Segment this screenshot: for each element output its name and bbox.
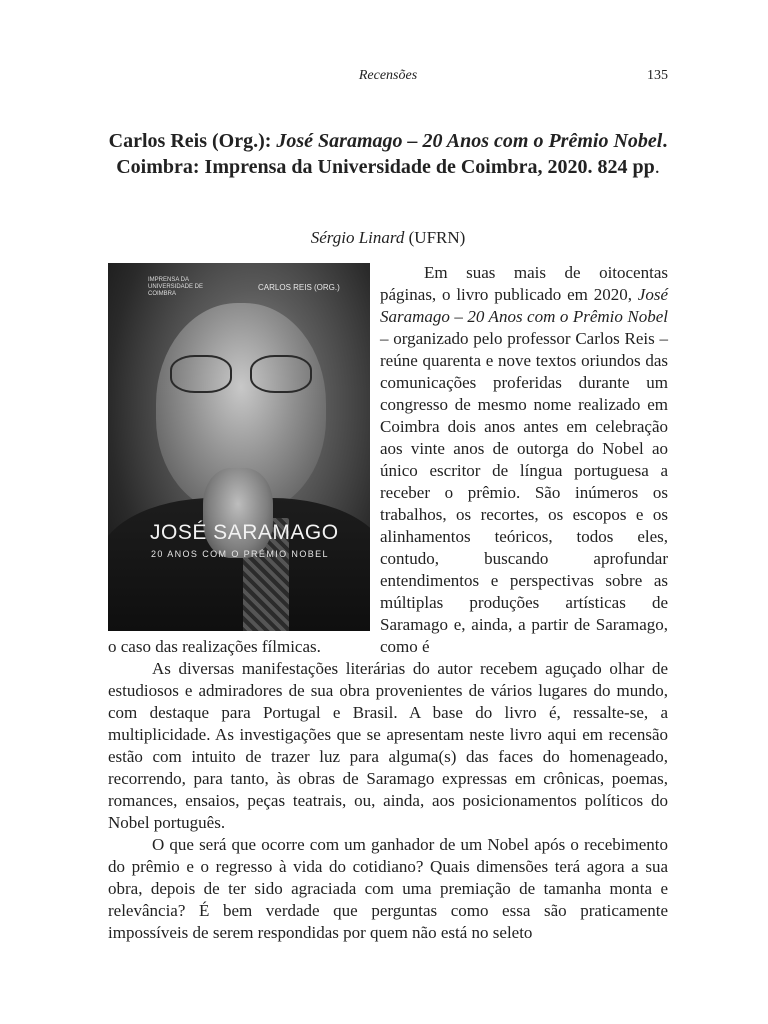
review-title bbox=[108, 128, 668, 180]
review-book-title: José Saramago – 20 Anos com o Prêmio Nobel bbox=[276, 130, 663, 152]
intro-paragraph-tail: o caso das realizações fílmicas. bbox=[108, 637, 321, 656]
cover-portrait-glasses bbox=[166, 355, 316, 395]
intro-paragraph bbox=[380, 262, 668, 658]
intro-after: – organizado pelo professor Carlos Reis – reúne quarenta e nove textos oriundos das comunicações proferidas durante um congresso de mesmo nome realizado em Coimbra dois anos antes em celebração aos vinte anos de outorga do Nobel ao único escritor de língua portuguesa a receber o prêmio. São inúmeros os trabalhos, os recortes, os escopos e os alinhamentos teóricos, todos eles, contudo, buscando aprofundar entendimentos e perspectivas sobre as múltiplas produções artísticas de Saramago e, ainda, a partir de Saramago, como é bbox=[380, 329, 668, 656]
intro-book-title: José Saramago – 20 Anos com o Prêmio Nobel bbox=[380, 285, 668, 326]
book-cover-image bbox=[108, 263, 370, 631]
running-head bbox=[108, 68, 668, 88]
cover-subtitle: 20 ANOS COM O PRÉMIO NOBEL bbox=[151, 549, 329, 559]
intro-before: Em suas mais de oitocentas páginas, o livro publicado em 2020, bbox=[380, 263, 668, 304]
section-title: Recensões bbox=[358, 68, 418, 83]
review-author-line: Carlos Reis (Org.): bbox=[108, 130, 277, 152]
byline bbox=[108, 228, 668, 248]
body-paragraph-3: O que será que ocorre com um ganhador de um Nobel após o recebimento do prêmio e o regresso à vida do cotidiano? Quais dimensões terá agora a sua obra, depois de ter sido agraciada com uma premiação de tamanha monta e relevância? É bem verdade que perguntas como essa são praticamente impossíveis de serem respondidas por quem não está no seleto bbox=[108, 835, 668, 942]
review-end-period: . bbox=[654, 156, 660, 178]
byline-author: Sérgio Linard bbox=[310, 228, 405, 247]
body-paragraph-2: As diversas manifestações literárias do autor recebem aguçado olhar de estudiosos e admiradores de sua obra provenientes de vários lugares do mundo, com destaque para Portugal e Brasil. A base do livro é, ressalte-se, a multiplicidade. As investigações que se apresentam neste livro aqui em recensão estão com intuito de trazer luz para alguma(s) das faces do homenageado, recorrendo, para tanto, às obras de Saramago expressas em crônicas, poemas, romances, ensaios, peças teatrais, ou, ainda, aos posicionamentos políticos do Nobel português. bbox=[108, 659, 668, 832]
cover-title: JOSÉ SARAMAGO bbox=[150, 521, 339, 544]
byline-affiliation: (UFRN) bbox=[404, 228, 466, 247]
review-publication: . Coimbra: Imprensa da Universidade de Coimbra, 2020. 824 pp bbox=[116, 130, 668, 178]
cover-editor: CARLOS REIS (ORG.) bbox=[258, 283, 340, 292]
cover-publisher: IMPRENSA DA UNIVERSIDADE DE COIMBRA bbox=[148, 277, 204, 297]
page-number: 135 bbox=[647, 68, 668, 83]
